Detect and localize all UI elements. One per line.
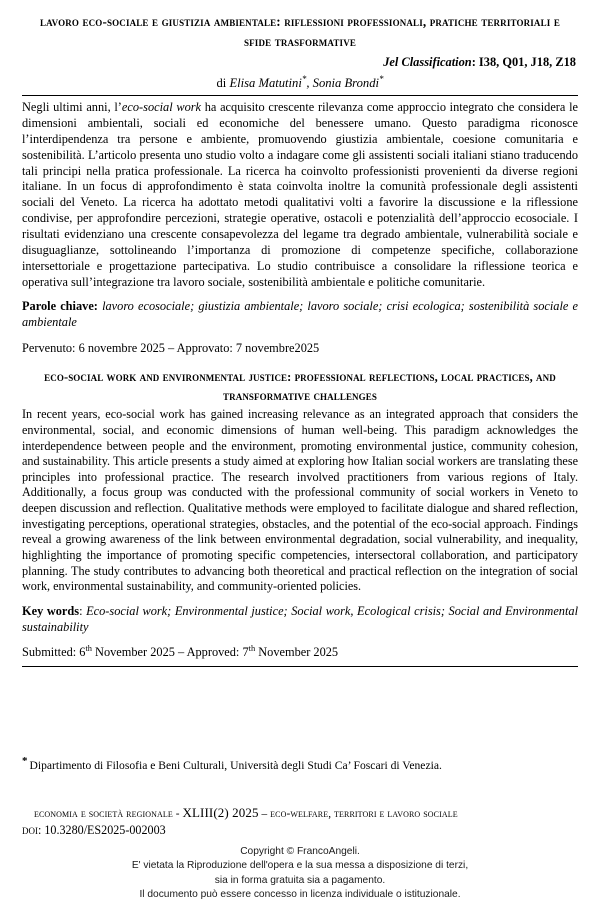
affiliation-footnote <box>22 755 578 773</box>
keywords-italian-values: lavoro ecosociale; giustizia ambientale; lavoro sociale; crisi ecologica; sostenibilità sociale e ambientale <box>22 299 578 330</box>
footnote-text: Dipartimento di Filosofia e Beni Culturali, Università degli Studi Ca’ Foscari di Venezia. <box>29 759 442 772</box>
copyright-line-3: sia in forma gratuita sia a pagamento. <box>214 874 386 886</box>
keywords-italian-label: Parole chiave: <box>22 299 98 314</box>
divider-bottom <box>22 666 578 667</box>
footnote-marker-icon: * <box>22 755 28 768</box>
byline-prefix: di <box>216 76 230 91</box>
submitted-ordinal: th <box>85 644 92 654</box>
doi-value: : 10.3280/ES2025-002003 <box>38 822 166 837</box>
copyright-line-2: E' vietata la Riproduzione dell'opera e la sua messa a disposizione di terzi, <box>131 860 469 872</box>
journal-name-part1: economia e società regionale - <box>34 808 183 820</box>
copyright-line-1: Copyright © FrancoAngeli. <box>240 846 360 857</box>
keywords-english <box>22 604 578 636</box>
divider-top <box>22 95 578 96</box>
author-affiliation-marker-icon: * <box>379 73 384 84</box>
keywords-english-separator: : <box>79 603 87 618</box>
jel-classification-label: Jel Classification <box>383 55 472 70</box>
author-affiliation-marker-icon: * <box>301 73 307 84</box>
journal-citation-line <box>22 805 578 822</box>
approved-ordinal: th <box>248 644 256 654</box>
page-title-italian: lavoro eco-sociale e giustizia ambientale: riflessioni professionali, pratiche territoriali e sfide trasformative <box>40 14 560 50</box>
journal-name-part2: – eco-welfare, territori e lavoro sociale <box>258 808 458 820</box>
keywords-english-values: Eco-social work; Environmental justice; Social work, Ecological crisis; Social and Environmental sustainability <box>22 603 578 634</box>
author-byline <box>22 73 578 91</box>
submitted-rest: November 2025 – Approved: 7 <box>91 645 249 660</box>
keywords-italian <box>22 299 578 331</box>
abstract-italian: Negli ultimi anni, l’eco-social work ha acquisito crescente rilevanza come approccio integrato che considera le dimensioni ambientali, sociali ed economiche del benessere umano. Questo paradigma riconosce l’interdipendenza tra persone e ambiente, promuovendo giustizia ambientale, coesione comunitaria e sostenibilità. L’articolo presenta uno studio volto a indagare come gli assistenti sociali italiani stiano traducendo tali principi nella pratica professionale. La ricerca ha coinvolto professionisti provenienti da diverse regioni italiane. In un focus di approfondimento è stata coinvolta inoltre la comunità professionale degli assistenti sociali del Veneto. La ricerca ha adottato metodi qualitativi volti a favorire la discussione e la riflessione condivise, per approfondire percezioni, strategie operative, ostacoli e potenzialità dell’approccio ecosociale. I risultati evidenziano una crescente consapevolezza del legame tra degrado ambientale, vulnerabilità sociale e disuguaglianze, sottolineando l’importanza di promozione di competenze specifiche, collaborazione intersettoriale e progettazione partecipativa. Lo studio contribuisce a consolidare la riflessione teorica e operativa sull’integrazione tra lavoro sociale, sostenibilità ambientale e politiche comunitarie. <box>22 100 578 289</box>
abstract-english: In recent years, eco-social work has gained increasing relevance as an integrated approach that considers the environmental, social, and economic dimensions of human well-being. This paradigm acknowledges the interdependence between people and the environment, promoting environmental justice, community cohesion, and sustainability. This article presents a study aimed at exploring how Italian social workers are translating these principles into professional practice. The research involved practitioners from various regions of Italy. Additionally, a focus group was conducted with the professional community of social workers in Veneto to deepen discussion and reflection. Qualitative methods were employed to facilitate dialogue and shared reflection, investigating perceptions, operational strategies, obstacles, and the potential of the eco-social approach. Findings reveal a growing awareness of the link between environmental degradation, social vulnerability, and inequality, highlighting the importance of promoting specific competencies, intersectoral collaboration, and participatory planning. The study contributes to advancing both theoretical and practical reflection on the integration of social work, environmental sustainability, and community-oriented policies. <box>22 407 578 594</box>
approved-rest: November 2025 <box>255 645 339 660</box>
jel-classification <box>22 55 578 70</box>
keywords-english-label: Key words <box>22 603 80 618</box>
copyright-notice <box>0 845 600 903</box>
author-names: Elisa Matutini*, Sonia Brondi* <box>229 73 384 91</box>
page-title-english: eco-social work and environmental justice: professional reflections, local practices, and transformative challenges <box>44 370 556 403</box>
jel-classification-values: : I38, Q01, J18, Z18 <box>471 55 576 70</box>
journal-footer <box>22 805 578 838</box>
journal-volume: XLIII(2) 2025 <box>182 805 259 820</box>
dates-english <box>22 644 578 660</box>
doi-label: doi <box>22 822 38 837</box>
abstract-italic-term: eco-social work <box>121 100 202 115</box>
copyright-line-4: Il documento può essere concesso in licenza individuale o istituzionale. <box>139 889 461 901</box>
dates-italian: Pervenuto: 6 novembre 2025 – Approvato: 7 novembre2025 <box>22 341 320 356</box>
submitted-prefix: Submitted: 6 <box>22 645 86 660</box>
doi-line <box>22 823 578 838</box>
